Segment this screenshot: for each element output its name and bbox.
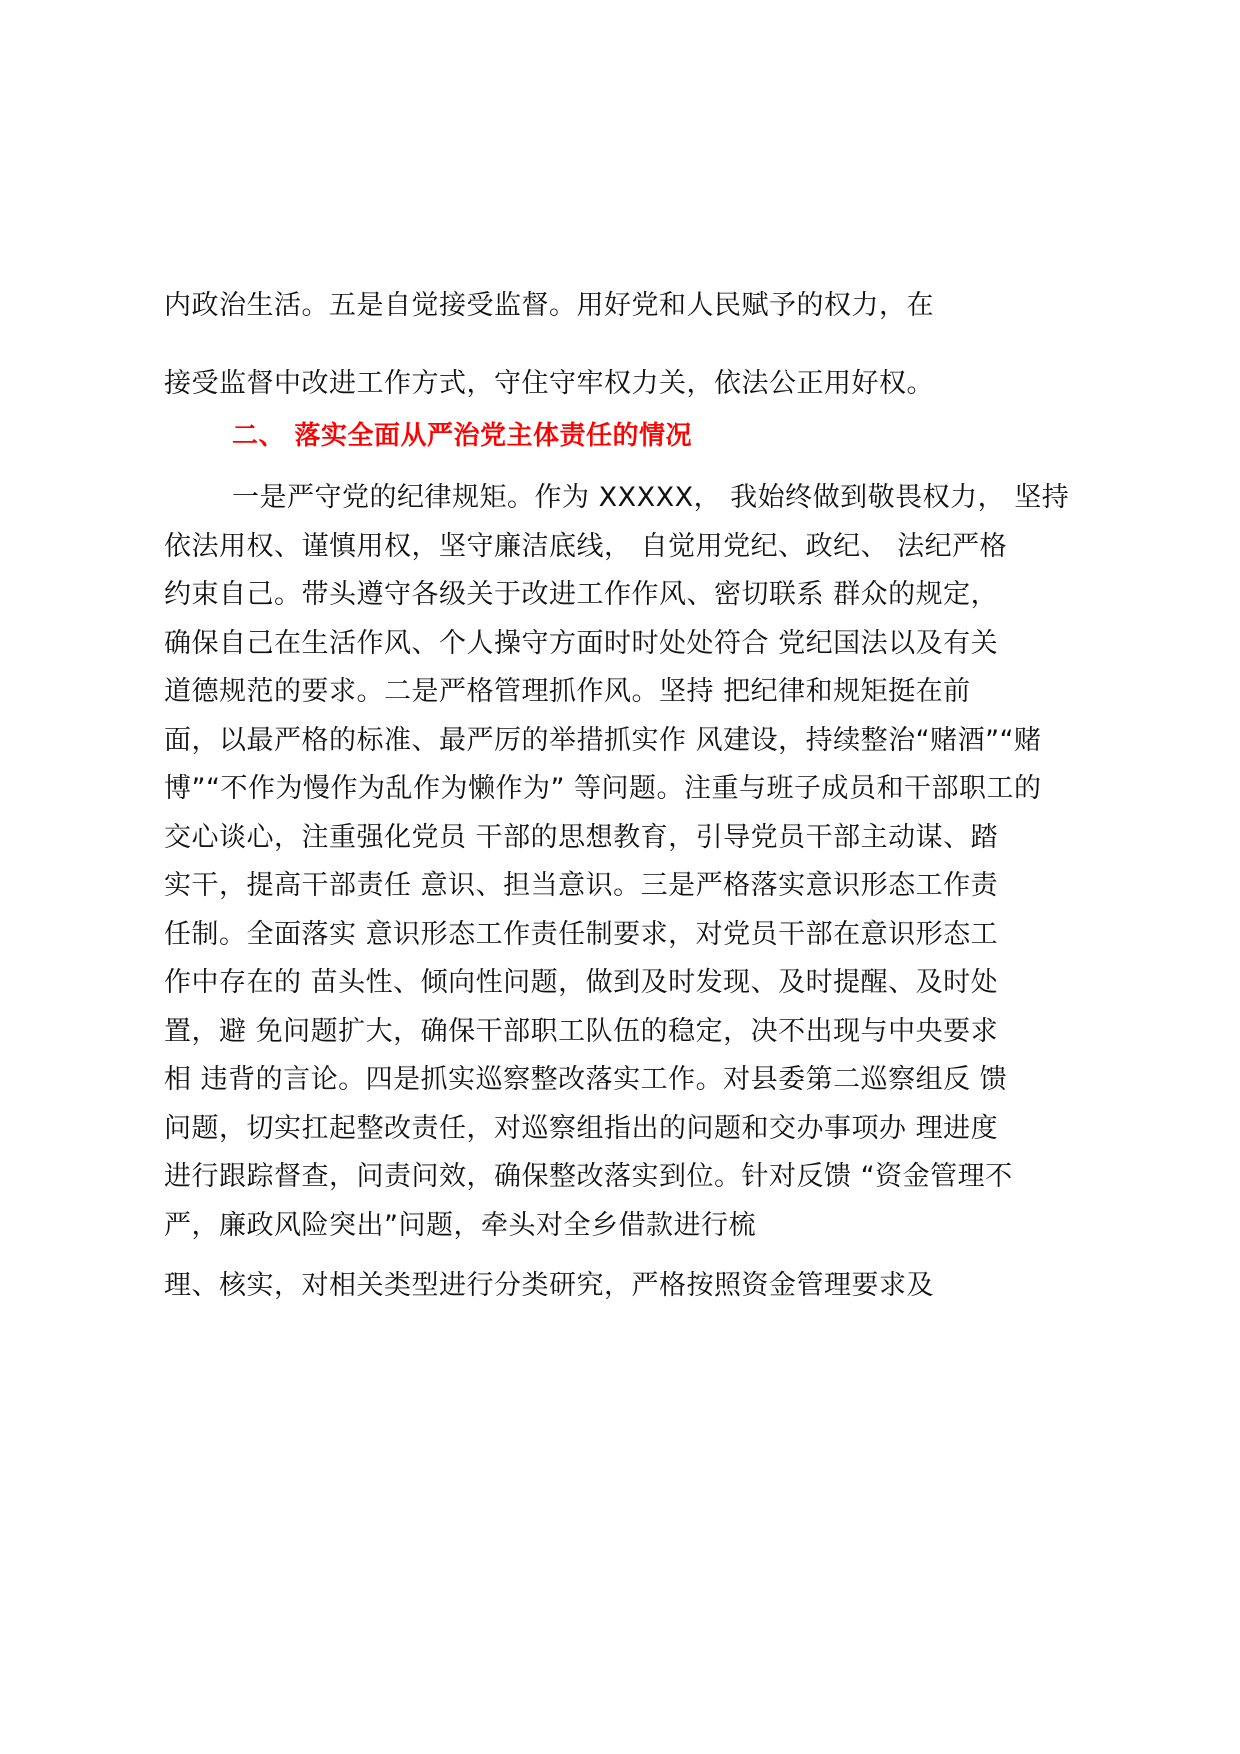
body-line: 问题，切实扛起整改责任，对巡察组指出的问题和交办事项办 理进度 (164, 1112, 999, 1144)
paragraph-line-1: 内政治生活。五是自觉接受监督。用好党和人民赋予的权力，在 (164, 290, 934, 321)
body-line: 确保自己在生活作风、个人操守方面时时处处符合 党纪国法以及有关 (164, 627, 999, 659)
body-paragraph (164, 474, 1069, 1250)
body-line: 作中存在的 苗头性、倾向性问题，做到及时发现、及时提醒、及时处 (164, 967, 999, 998)
body-line: 一是严守党的纪律规矩。作为 XXXXX， 我始终做到敬畏权力， 坚持 (232, 482, 1070, 513)
body-line: 进行跟踪督查，问责问效，确保整改落实到位。针对反馈 “资金管理不 (164, 1161, 1013, 1192)
body-line: 博”“不作为慢作为乱作为懒作为” 等问题。注重与班子成员和干部职工的 (164, 773, 1042, 804)
paragraph-line-2: 接受监督中改进工作方式，守住守牢权力关，依法公正用好权。 (164, 368, 934, 399)
body-line: 相 违背的言论。四是抓实巡察整改落实工作。对县委第二巡察组反 馈 (164, 1064, 1008, 1095)
body-line: 交心谈心，注重强化党员 干部的思想教育，引导党员干部主动谋、踏 (164, 821, 999, 853)
body-line: 依法用权、谨慎用权，坚守廉洁底线， 自觉用党纪、政纪、 法纪严格 (164, 530, 1008, 562)
body-line: 置，避 免问题扩大，确保干部职工队伍的稳定，决不出现与中央要求 (164, 1015, 999, 1047)
body-line: 道德规范的要求。二是严格管理抓作风。坚持 把纪律和规矩挺在前 (164, 676, 971, 707)
body-line: 面，以最严格的标准、最严厉的举措抓实作 风建设，持续整治“赌酒”“赌 (164, 724, 1042, 756)
body-line: 严，廉政风险突出”问题，牵头对全乡借款进行梳 (164, 1209, 756, 1241)
body-line: 任制。全面落实 意识形态工作责任制要求，对党员干部在意识形态工 (164, 918, 999, 950)
section-heading: 二、 落实全面从严治党主体责任的情况 (232, 421, 693, 451)
body-line: 实干，提高干部责任 意识、担当意识。三是严格落实意识形态工作责 (164, 870, 999, 901)
paragraph-line-last: 理、核实，对相关类型进行分类研究，严格按照资金管理要求及 (164, 1270, 934, 1301)
body-line: 约束自己。带头遵守各级关于改进工作作风、密切联系 群众的规定， (164, 579, 999, 610)
